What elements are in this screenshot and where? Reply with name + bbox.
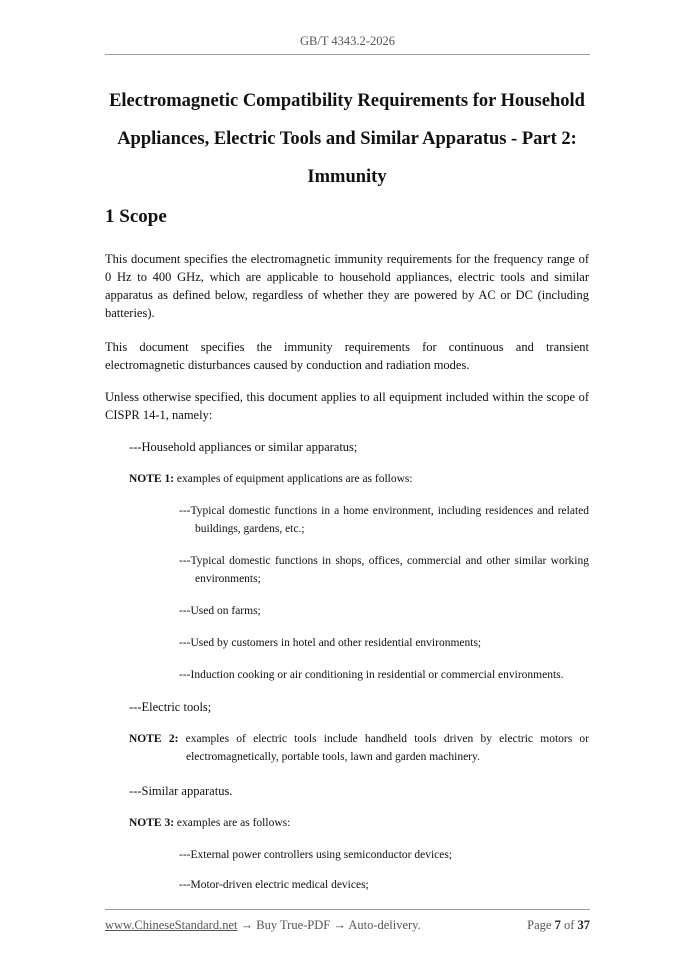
note1-example-5: ---Induction cooking or air conditioning in residential or commercial environments.: [179, 669, 564, 681]
page-header-doc-id: GB/T 4343.2-2026: [300, 34, 395, 48]
note-3: [129, 814, 589, 832]
footer-links: [105, 918, 421, 933]
note3-example-1: ---External power controllers using semiconductor devices;: [179, 849, 453, 861]
buy-pdf-text: Buy True-PDF: [256, 918, 331, 932]
scope-paragraph-1: This document specifies the electromagnetic immunity requirements for the frequency range of 0 Hz to 400 GHz, which are applicable to household appliances, electric tools and similar apparatus as defined below, regardless of whether they are powered by AC or DC (including batteries).: [105, 252, 589, 320]
site-link[interactable]: www.ChineseStandard.net: [105, 918, 238, 932]
scope-item-household: ---Household appliances or similar apparatus;: [129, 440, 358, 454]
arrow-icon: →: [333, 918, 346, 932]
scope-item-electric-tools: ---Electric tools;: [129, 700, 212, 714]
page-word: Page: [527, 918, 552, 932]
note-2-label: NOTE 2:: [129, 733, 179, 745]
arrow-icon: →: [240, 918, 254, 932]
header-divider: [105, 54, 590, 55]
note-1-label: NOTE 1:: [129, 473, 175, 485]
scope-paragraph-2: This document specifies the immunity requirements for continuous and transient electromagnetic disturbances caused by conduction and radiation modes.: [105, 340, 589, 372]
note1-example-2: ---Typical domestic functions in shops, offices, commercial and other similar working environments;: [179, 555, 589, 585]
document-title: Electromagnetic Compatibility Requirements for Household Appliances, Electric Tools and Similar Apparatus - Part 2: Immunity: [109, 91, 585, 187]
current-page: 7: [554, 918, 561, 932]
note-3-label: NOTE 3:: [129, 817, 175, 829]
note3-example-2: ---Motor-driven electric medical devices;: [179, 879, 369, 891]
footer-divider: [105, 909, 590, 910]
note-1-text: examples of equipment applications are as follows:: [176, 473, 413, 485]
of-word: of: [563, 918, 575, 932]
note1-example-3: ---Used on farms;: [179, 605, 261, 617]
note1-example-1: ---Typical domestic functions in a home environment, including residences and related buildings, gardens, etc.;: [179, 505, 589, 535]
note-1: [129, 470, 589, 488]
note-3-text: examples are as follows:: [176, 817, 291, 829]
section-heading: 1 Scope: [105, 206, 167, 227]
scope-item-similar-apparatus: ---Similar apparatus.: [129, 784, 233, 798]
note-2-text: examples of electric tools include handheld tools driven by electric motors or electromagnetically, portable tools, lawn and garden machinery.: [185, 733, 590, 763]
scope-paragraph-3: Unless otherwise specified, this document applies to all equipment included within the scope of CISPR 14-1, namely:: [105, 390, 589, 422]
total-pages: 37: [577, 918, 590, 932]
page-number: [480, 918, 590, 933]
note1-example-4: ---Used by customers in hotel and other residential environments;: [179, 637, 482, 649]
note-2: [129, 730, 589, 766]
auto-delivery-text: Auto-delivery.: [348, 918, 421, 932]
